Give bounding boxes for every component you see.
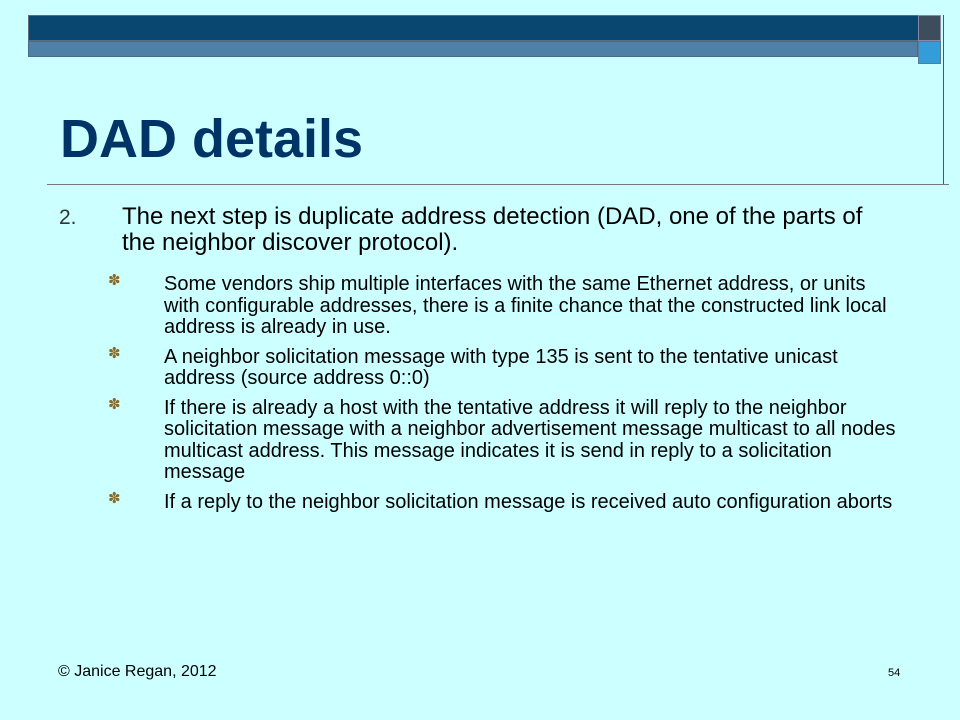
sub-bullet (108, 395, 904, 484)
top-bar-dark (28, 15, 941, 41)
list-item-text: The next step is duplicate address detection (DAD, one of the parts of the neighbor discover protocol). (122, 203, 863, 256)
corner-square-light (918, 41, 941, 64)
vertical-rule (943, 15, 944, 185)
list-item (59, 203, 902, 256)
fleur-bullet-icon: ✽ (108, 272, 121, 289)
sub-bullet-text: Some vendors ship multiple interfaces with the same Ethernet address, or units with configurable addresses, there is a finite chance that the constructed link local address is already in use. (164, 273, 887, 338)
footer-copyright: © Janice Regan, 2012 (58, 663, 217, 680)
top-bar-light (28, 41, 918, 57)
sub-bullet-text: If a reply to the neighbor solicitation message is received auto configuration aborts (164, 490, 893, 513)
title-underline (47, 184, 949, 185)
slide-content (0, 204, 960, 513)
sub-bullet-text: If there is already a host with the tentative address it will reply to the neighbor solicitation message with a neighbor advertisement message multicast to all nodes multicast address. This message indicates it is send in reply to a solicitation message (164, 396, 896, 483)
page-number: 54 (888, 667, 901, 679)
fleur-bullet-icon: ✽ (108, 395, 121, 413)
sub-bullet (108, 344, 904, 390)
corner-square-dark (918, 15, 941, 41)
list-item-number: 2. (59, 206, 77, 229)
fleur-bullet-icon: ✽ (108, 344, 121, 362)
sub-bullet (108, 272, 904, 339)
slide-title: DAD details (60, 109, 364, 169)
sub-bullet (108, 489, 904, 514)
sub-bullet-text: A neighbor solicitation message with type 135 is sent to the tentative unicast address (source address 0::0) (164, 345, 838, 389)
fleur-bullet-icon: ✽ (108, 489, 121, 507)
